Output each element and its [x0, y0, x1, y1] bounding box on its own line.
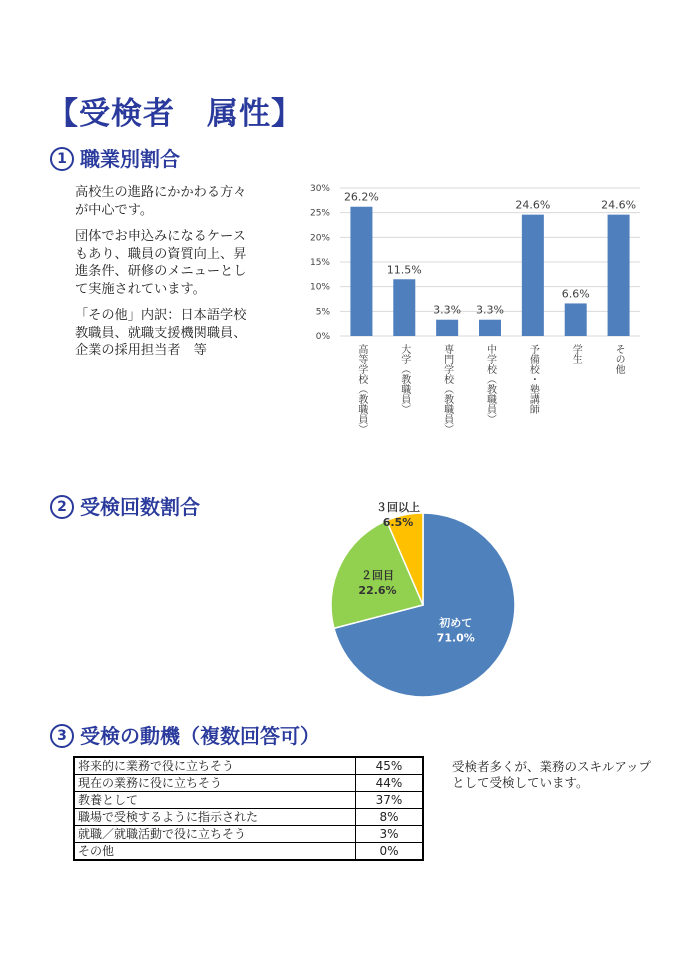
x-tick-label: 学生	[570, 344, 582, 364]
motive-value: 37%	[356, 792, 424, 809]
slice-label: ２回目	[361, 568, 395, 582]
motive-value: 3%	[356, 826, 424, 843]
motive-value: 8%	[356, 809, 424, 826]
motive-label: 将来的に業務で役に立ちそう	[74, 757, 356, 775]
y-tick-label: 25%	[309, 208, 330, 219]
data-label: 3.3%	[433, 303, 462, 317]
y-tick-label: 15%	[309, 258, 330, 268]
bar	[565, 303, 587, 336]
data-label: 3.3%	[476, 303, 504, 317]
motive-label: 現在の業務に役に立ちそう	[74, 775, 356, 792]
page-title: 【受検者 属性】	[47, 96, 303, 132]
motive-label: 教養として	[74, 792, 356, 809]
bar	[350, 207, 372, 336]
occupation-bar-chart	[300, 178, 650, 443]
data-label: 24.6%	[601, 198, 637, 212]
x-tick-label: 専門学校（教職員）	[441, 344, 453, 434]
y-tick-label: 30%	[309, 184, 330, 194]
slice-label: ３回以上	[376, 501, 420, 514]
slice-label: 初めて	[439, 616, 473, 630]
motives-table	[73, 756, 424, 861]
data-label: 24.6%	[515, 198, 551, 212]
bar	[436, 320, 458, 336]
x-tick-label: 予備校・塾講師	[527, 344, 539, 414]
x-tick-label: その他	[613, 344, 625, 374]
motive-label: その他	[74, 843, 356, 861]
slice-value: 6.5%	[382, 516, 414, 529]
section-title: 職業別割合	[80, 147, 180, 171]
table-row	[74, 843, 423, 861]
table-row	[74, 826, 423, 843]
section-number: 2	[50, 495, 74, 519]
data-label: 11.5%	[386, 263, 422, 277]
motive-note: 受検者多くが、業務のスキルアップとして受検しています。	[452, 759, 652, 790]
motive-label: 就職／就職活動で役に立ちそう	[74, 826, 356, 843]
table-row	[74, 757, 423, 775]
x-tick-label: 高等学校（教職員）	[355, 344, 367, 434]
table-row	[74, 809, 423, 826]
y-tick-label: 10%	[309, 282, 330, 293]
occupation-text-1: 高校生の進路にかかわる方々が中心です。	[75, 185, 247, 218]
y-tick-label: 5%	[315, 307, 330, 318]
table-row	[74, 792, 423, 809]
y-tick-label: 0%	[315, 332, 330, 342]
bar	[393, 279, 415, 336]
section-heading-motives	[50, 720, 320, 749]
occupation-description	[75, 184, 250, 369]
motive-label: 職場で受検するように指示された	[74, 809, 356, 826]
section-heading-occupation	[50, 143, 180, 172]
bar	[522, 215, 544, 336]
x-tick-label: 中学校（教職員）	[484, 344, 496, 424]
occupation-text-2: 団体でお申込みになるケースもあり、職員の資質向上、昇進条件、研修のメニューとして実施されています。	[75, 229, 247, 297]
x-tick-label: 大学（教職員）	[398, 344, 410, 414]
y-tick-label: 20%	[309, 233, 330, 244]
slice-value: 22.6%	[358, 583, 397, 597]
data-label: 26.2%	[343, 190, 379, 204]
motive-value: 44%	[356, 775, 424, 792]
section-heading-attempts	[50, 491, 200, 520]
occupation-text-3: 「その他」内訳：日本語学校教職員、就職支援機関職員、企業の採用担当者 等	[75, 308, 247, 358]
motive-value: 45%	[356, 757, 424, 775]
motive-value: 0%	[356, 843, 424, 861]
bar	[479, 320, 501, 336]
table-row	[74, 775, 423, 792]
section-number: 1	[50, 147, 74, 171]
section-title: 受検の動機（複数回答可）	[80, 724, 320, 748]
attempts-pie-chart	[300, 495, 550, 705]
data-label: 6.6%	[561, 287, 590, 301]
section-title: 受検回数割合	[80, 495, 200, 519]
slice-value: 71.0%	[436, 631, 475, 645]
bar	[608, 215, 630, 336]
section-number: 3	[50, 724, 74, 748]
